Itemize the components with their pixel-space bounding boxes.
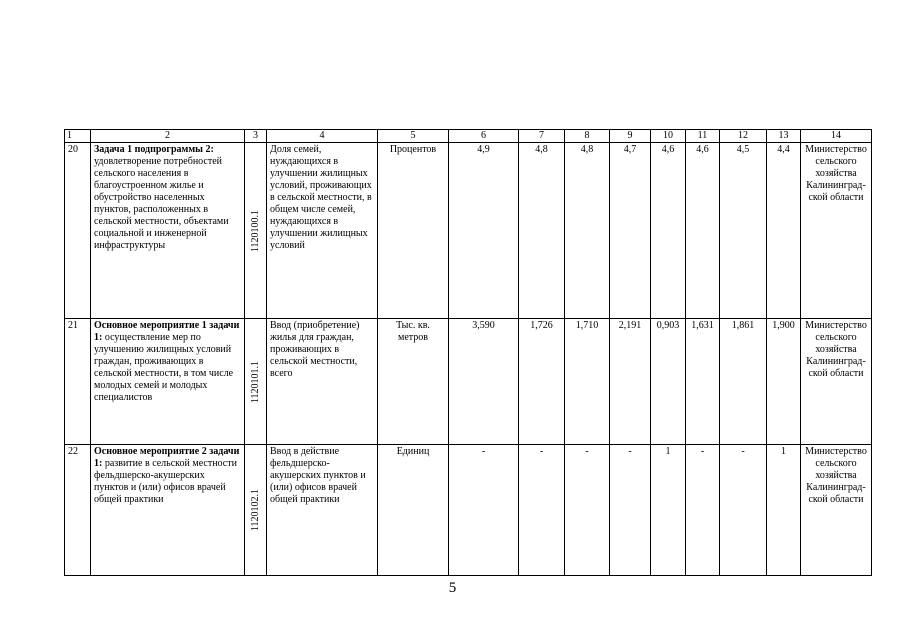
row-number: 21	[65, 319, 91, 445]
col-header-10: 10	[651, 130, 686, 143]
col-header-9: 9	[610, 130, 651, 143]
col-header-2: 2	[91, 130, 245, 143]
col-header-5: 5	[378, 130, 449, 143]
responsible-party: Министерство сельского хозяйства Калининград-ской области	[801, 445, 872, 576]
col-header-8: 8	[565, 130, 610, 143]
row-number: 20	[65, 143, 91, 319]
code-cell	[245, 319, 267, 445]
responsible-party: Министерство сельского хозяйства Калининград-ской области	[801, 319, 872, 445]
indicator-code: 1120102.1	[249, 488, 261, 532]
value-cell: -	[610, 445, 651, 576]
col-header-4: 4	[267, 130, 378, 143]
value-cell: 4,7	[610, 143, 651, 319]
col-header-6: 6	[449, 130, 519, 143]
value-cell: 2,191	[610, 319, 651, 445]
task-title: Основное мероприятие 2 задачи 1:	[94, 446, 240, 469]
column-number-row	[65, 130, 872, 143]
value-cell: -	[565, 445, 610, 576]
col-header-1: 1	[65, 130, 91, 143]
value-cell: 4,4	[767, 143, 801, 319]
col-header-13: 13	[767, 130, 801, 143]
col-header-14: 14	[801, 130, 872, 143]
indicator-name: Ввод (приобретение) жилья для граждан, проживающих в сельской местности, всего	[267, 319, 378, 445]
indicator-code: 1120101.1	[249, 360, 261, 403]
code-cell	[245, 143, 267, 319]
value-cell: 1,710	[565, 319, 610, 445]
value-cell: -	[720, 445, 767, 576]
task-description: развитие в сельской местности фельдшерско-акушерских пунктов и (или) офисов врачей общей практики	[94, 458, 237, 505]
task-description: осуществление мер по улучшению жилищных условий граждан, проживающих в сельской местности, в том числе молодых семей и молодых специалистов	[94, 332, 234, 403]
task-cell	[91, 319, 245, 445]
task-cell	[91, 445, 245, 576]
indicator-name: Доля семей, нуждающихся в улучшении жилищных условий, проживающих в сельской местности, в общем числе семей, нуждающихся в улучшении жилищных условий	[267, 143, 378, 319]
value-cell: 3,590	[449, 319, 519, 445]
col-header-12: 12	[720, 130, 767, 143]
task-cell	[91, 143, 245, 319]
value-cell: -	[449, 445, 519, 576]
indicators-table	[64, 129, 872, 576]
value-cell: 1,900	[767, 319, 801, 445]
page-number: 5	[448, 580, 457, 596]
value-cell: 4,6	[686, 143, 720, 319]
unit-of-measure: Единиц	[378, 445, 449, 576]
indicator-code: 1120100.1	[249, 209, 261, 252]
value-cell: 0,903	[651, 319, 686, 445]
col-header-3: 3	[245, 130, 267, 143]
value-cell: 1	[651, 445, 686, 576]
unit-of-measure: Тыс. кв. метров	[378, 319, 449, 445]
col-header-11: 11	[686, 130, 720, 143]
value-cell: 1,726	[519, 319, 565, 445]
table-row	[65, 319, 872, 445]
value-cell: 4,9	[449, 143, 519, 319]
value-cell: 1	[767, 445, 801, 576]
value-cell: -	[686, 445, 720, 576]
table-row	[65, 445, 872, 576]
task-title: Основное мероприятие 1 задачи 1:	[94, 320, 240, 343]
value-cell: 1,631	[686, 319, 720, 445]
indicator-name: Ввод в действие фельдшерско-акушерских пунктов и (или) офисов врачей общей практики	[267, 445, 378, 576]
value-cell: 4,5	[720, 143, 767, 319]
value-cell: 4,8	[519, 143, 565, 319]
row-number: 22	[65, 445, 91, 576]
value-cell: -	[519, 445, 565, 576]
task-title: Задача 1 подпрограммы 2:	[94, 144, 214, 155]
value-cell: 4,6	[651, 143, 686, 319]
task-description: удовлетворение потребностей сельского населения в благоустроенном жилье и обустройство населенных пунктов, расположенных в сельской местности, объектами социальной и инженерной инфраструктуры	[94, 156, 229, 251]
value-cell: 4,8	[565, 143, 610, 319]
unit-of-measure: Процентов	[378, 143, 449, 319]
value-cell: 1,861	[720, 319, 767, 445]
responsible-party: Министерство сельского хозяйства Калининград-ской области	[801, 143, 872, 319]
code-cell	[245, 445, 267, 576]
col-header-7: 7	[519, 130, 565, 143]
table-row	[65, 143, 872, 319]
